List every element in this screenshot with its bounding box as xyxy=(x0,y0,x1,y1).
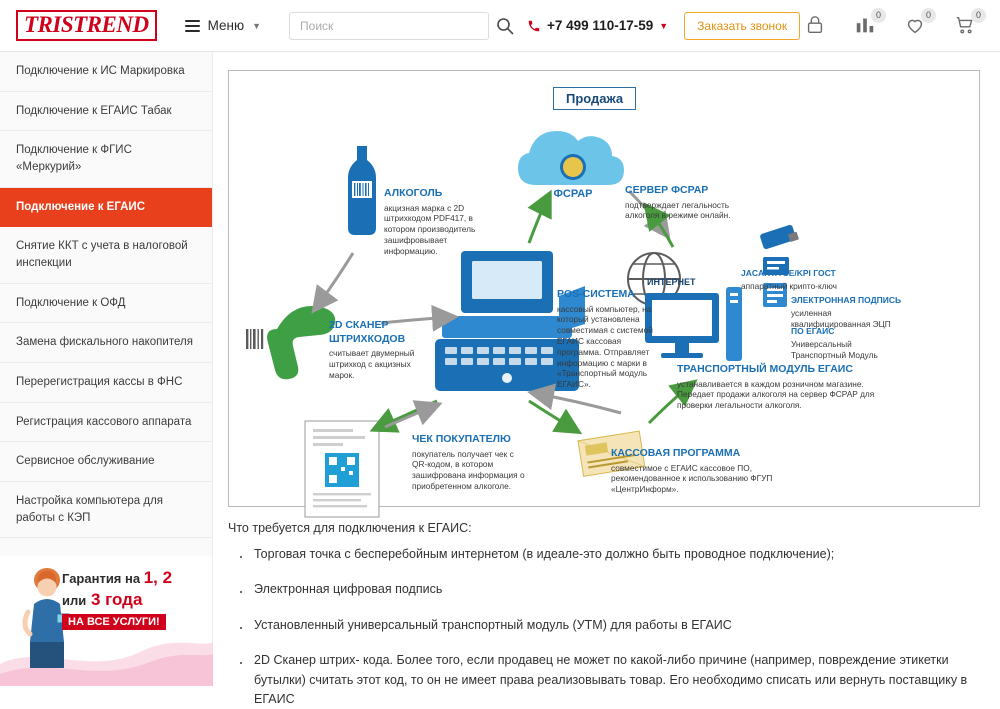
sidebar-item-ofd[interactable]: Подключение к ОФД xyxy=(0,284,212,324)
list-item: · 2D Сканер штрих- кода. Более того, если продавец не может по какой-либо причине (например, повреждение этикетки бутылки) считать этот код, то он не имеет права реализовывать товар. Его необходимо списать или вернуть поставщику в ЕГАИС xyxy=(228,651,980,709)
alcohol-bottle-icon xyxy=(348,146,376,235)
label-receipt: ЧЕК ПОКУПАТЕЛЮ покупатель получает чек с QR-кодом, в котором зашифрована информация о приобретенном алкоголе. xyxy=(412,433,525,491)
compare-icon[interactable] xyxy=(854,10,881,38)
promo-text xyxy=(62,568,202,630)
phone-block[interactable] xyxy=(527,18,668,33)
svg-text:ФСРАР: ФСРАР xyxy=(553,188,593,200)
wishlist-badge: 0 xyxy=(921,8,936,23)
label-cash-program: КАССОВАЯ ПРОГРАММА совместимое с ЕГАИС кассовое ПО, рекомендованное к использованию ФГУП «ЦентрИнформ». xyxy=(611,447,773,495)
body-wrapper xyxy=(0,52,1000,706)
computer-monitor-icon xyxy=(645,287,742,361)
sidebar-item-kkt-removal[interactable]: Снятие ККТ с учета в налоговой инспекции xyxy=(0,227,212,283)
label-server-fsrar: СЕРВЕР ФСРАР подтверждает легальность алкоголя в режиме онлайн. xyxy=(625,184,731,221)
sidebar-item-reregistration[interactable]: Перерегистрация кассы в ФНС xyxy=(0,363,212,403)
site-header xyxy=(0,0,1000,52)
promo-line-1: Гарантия на 1, 2 xyxy=(62,568,173,588)
compare-badge: 0 xyxy=(871,8,886,23)
requirements-list xyxy=(228,545,980,709)
cart-icon[interactable] xyxy=(954,10,981,38)
sidebar xyxy=(0,52,213,650)
sidebar-item-service[interactable]: Сервисное обслуживание xyxy=(0,442,212,482)
phone-icon xyxy=(527,19,541,33)
label-internet: ИНТЕРНЕТ xyxy=(647,277,696,287)
phone-number[interactable]: +7 499 110-17-59 xyxy=(547,18,654,33)
label-crypto-key: JACARTA SE/KPI ГОСТ аппаратный крипто-ключ xyxy=(741,268,837,292)
sidebar-item-mercury[interactable]: Подключение к ФГИС «Меркурий» xyxy=(0,131,212,187)
site-logo[interactable]: TRISTREND xyxy=(16,10,157,41)
label-alcohol: АЛКОГОЛЬ акцизная марка с 2D штрихкодом PDF417, в котором производитель зашифровывает информацию. xyxy=(384,187,476,256)
egais-diagram xyxy=(228,70,980,507)
header-icon-group xyxy=(804,10,984,38)
request-call-button[interactable]: Заказать звонок xyxy=(684,12,800,40)
customer-receipt-icon xyxy=(305,421,379,517)
label-transport-module: ТРАНСПОРТНЫЙ МОДУЛЬ ЕГАИС устанавливается в каждом розничном магазине. Передает продажи алкоголя на сервер ФСРАР для проверки легальности алкоголя. xyxy=(677,363,875,411)
fsrar-cloud-icon xyxy=(518,131,624,200)
lock-icon[interactable] xyxy=(804,14,828,38)
menu-label: Меню xyxy=(207,18,245,33)
hamburger-icon xyxy=(185,17,200,35)
crypto-key-icon xyxy=(759,224,799,250)
cart-badge: 0 xyxy=(971,8,986,23)
list-item: · Электронная цифровая подпись xyxy=(228,580,980,599)
search-input[interactable] xyxy=(289,12,489,40)
requirements-question: Что требуется для подключения к ЕГАИС: xyxy=(228,521,472,535)
sidebar-item-pc-setup[interactable]: Настройка компьютера для работы с КЭП xyxy=(0,482,212,538)
label-utm: ПО ЕГАИС Универсальный Транспортный Модуль xyxy=(791,326,878,360)
label-pos: POS-СИСТЕМА кассовый компьютер, на который установлена совместимая с системой ЕГАИС кассовая программа. Отправляет информацию с марки в «Транспортный модуль ЕГАИС». xyxy=(557,288,653,390)
promo-banner[interactable] xyxy=(0,556,212,686)
list-item: · Торговая точка с бесперебойным интернетом (в идеале-это должно быть проводное подключение); xyxy=(228,545,980,564)
promo-line-2: или 3 года xyxy=(62,590,143,610)
sidebar-item-fiscal-drive[interactable]: Замена фискального накопителя xyxy=(0,323,212,363)
main-content xyxy=(213,52,1000,706)
sidebar-item-registration[interactable]: Регистрация кассового аппарата xyxy=(0,403,212,443)
main-menu-button[interactable] xyxy=(185,17,261,35)
barcode-scanner-icon xyxy=(246,306,335,379)
search-icon[interactable] xyxy=(495,16,515,36)
label-digital-signature: ЭЛЕКТРОННАЯ ПОДПИСЬ усиленная квалифицированная ЭЦП xyxy=(791,295,902,329)
label-scanner: 2D СКАНЕР ШТРИХКОДОВ считывает двумерный штрихкод с акцизных марок. xyxy=(329,319,415,380)
sidebar-item-egais[interactable]: Подключение к ЕГАИС xyxy=(0,188,212,228)
chevron-down-icon: ▼ xyxy=(252,20,262,31)
chevron-down-icon[interactable]: ▼ xyxy=(659,20,669,31)
sidebar-item-egais-tabak[interactable]: Подключение к ЕГАИС Табак xyxy=(0,92,212,132)
promo-line-3: НА ВСЕ УСЛУГИ! xyxy=(62,614,166,630)
sidebar-item-markirovka[interactable]: Подключение к ИС Маркировка xyxy=(0,52,212,92)
search-area xyxy=(289,12,489,40)
diagram-title: Продажа xyxy=(553,87,636,110)
list-item: · Установленный универсальный транспортный модуль (УТМ) для работы в ЕГАИС xyxy=(228,616,980,635)
wishlist-icon[interactable] xyxy=(904,10,931,38)
